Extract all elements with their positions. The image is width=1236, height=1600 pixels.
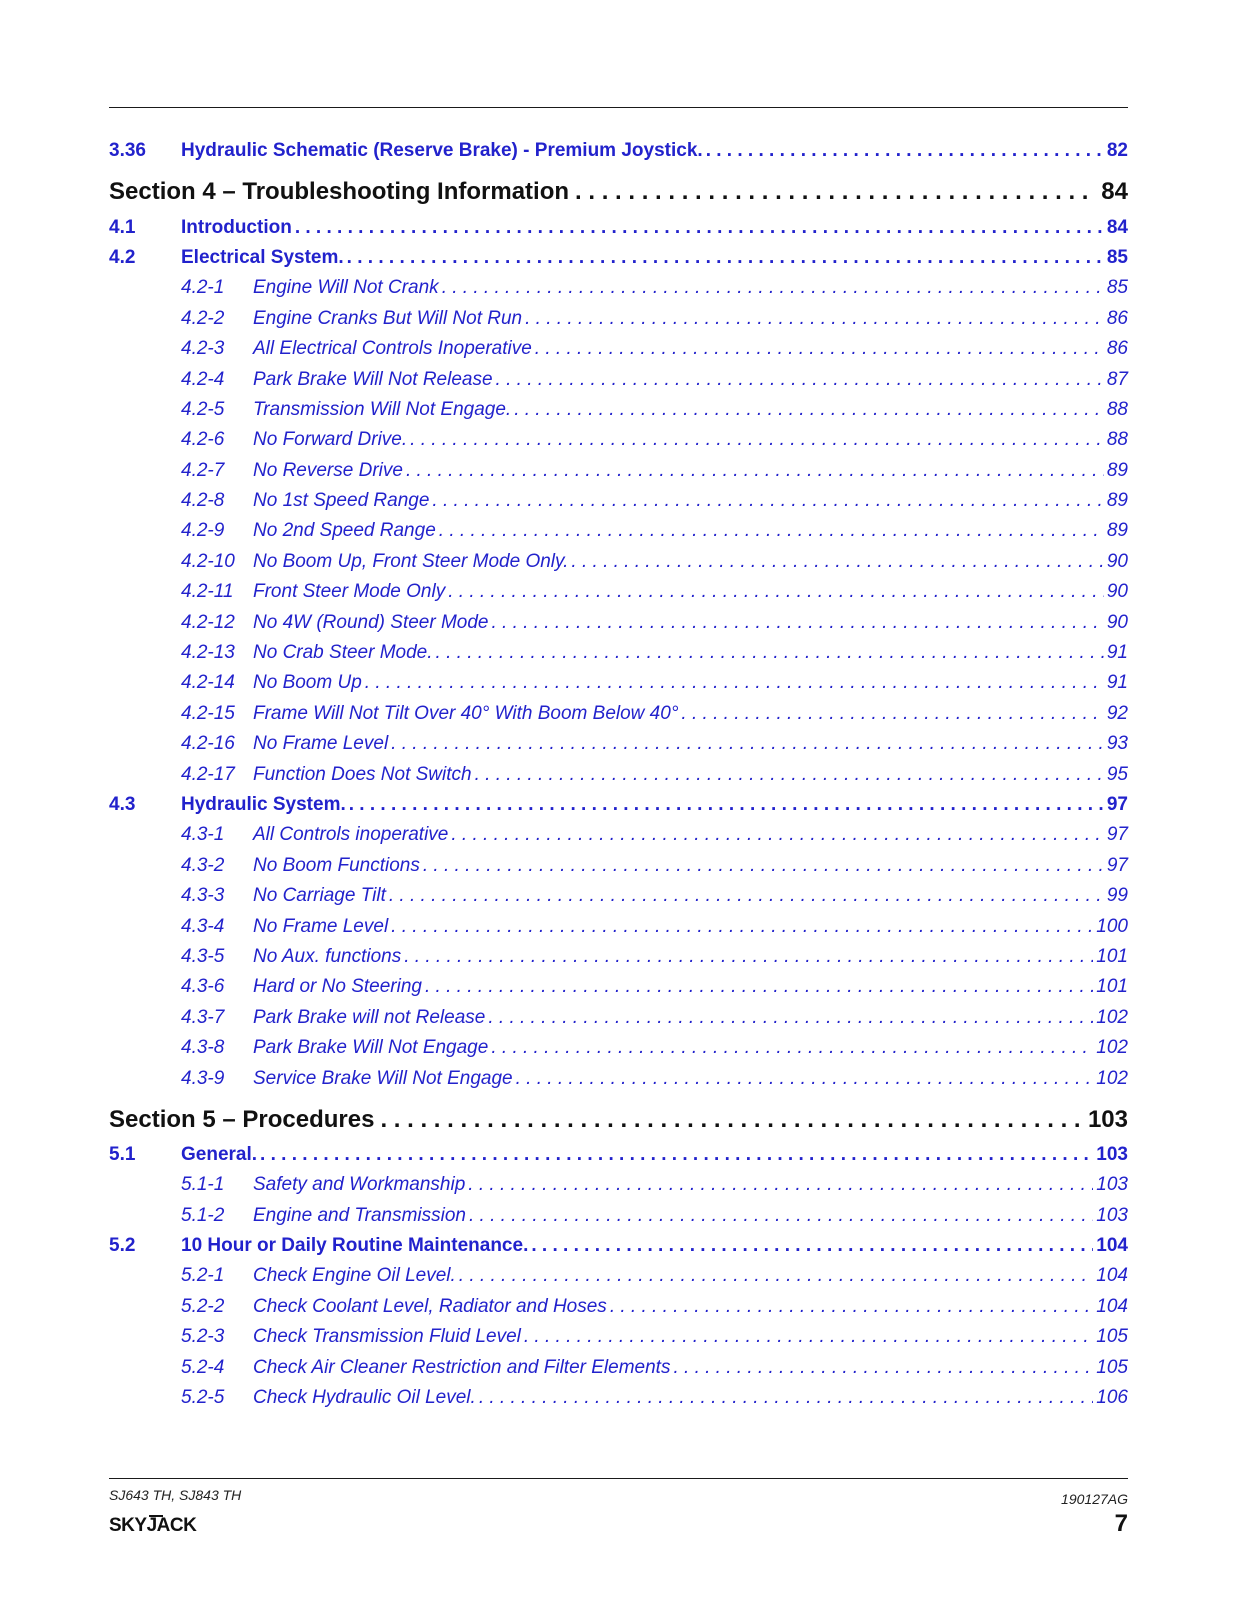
toc-entry-title: No Frame Level xyxy=(253,733,389,755)
dot-leader xyxy=(491,1037,1093,1059)
dot-leader xyxy=(295,217,1104,239)
toc-entry[interactable] xyxy=(109,577,1128,607)
toc-entry-title: Introduction xyxy=(181,216,292,238)
toc-entry-title: Check Hydraulic Oil Level. xyxy=(253,1387,476,1409)
toc-entry-number: 4.2-4 xyxy=(181,368,225,390)
toc-entry-page: 97 xyxy=(1106,794,1128,815)
dot-leader xyxy=(451,824,1103,846)
toc-entry-title: Engine Will Not Crank xyxy=(253,277,439,299)
toc-entry-title: Transmission Will Not Engage. xyxy=(253,398,512,420)
toc-entry-number: 4.3-2 xyxy=(181,854,225,876)
toc-entry-page: 105 xyxy=(1096,1356,1128,1378)
footer-rule xyxy=(109,1478,1128,1479)
toc-entry[interactable] xyxy=(109,638,1128,668)
toc-entry-page: 85 xyxy=(1106,246,1128,268)
toc-entry[interactable] xyxy=(109,1231,1128,1261)
toc-entry-page: 91 xyxy=(1106,642,1128,664)
table-of-contents xyxy=(109,136,1128,1413)
toc-entry-page: 101 xyxy=(1096,945,1128,967)
toc-entry-number: 4.2-7 xyxy=(181,459,225,481)
toc-entry[interactable] xyxy=(109,942,1128,972)
dot-leader xyxy=(391,916,1093,938)
dot-leader xyxy=(439,520,1104,542)
toc-entry-number: 5.2-4 xyxy=(181,1356,225,1378)
dot-leader xyxy=(442,277,1104,299)
svg-text:SKYJACK: SKYJACK xyxy=(109,1515,197,1535)
footer-model: SJ643 TH, SJ843 TH xyxy=(109,1487,242,1503)
toc-entry-number: 5.1-1 xyxy=(181,1174,225,1196)
toc-entry-page: 102 xyxy=(1096,1006,1128,1028)
toc-entry-number: 4.2-17 xyxy=(181,763,235,785)
toc-entry-title: No Carriage Tilt xyxy=(253,885,386,907)
toc-entry-page: 86 xyxy=(1106,338,1128,360)
dot-leader xyxy=(492,612,1104,634)
toc-entry-number: 4.2-5 xyxy=(181,398,225,420)
toc-entry[interactable] xyxy=(109,273,1128,303)
toc-entry-title: Check Engine Oil Level. xyxy=(253,1265,456,1287)
toc-entry-page: 90 xyxy=(1106,611,1128,633)
toc-entry-page: 102 xyxy=(1096,1037,1128,1059)
toc-entry[interactable] xyxy=(109,759,1128,789)
toc-entry-title: Front Steer Mode Only xyxy=(253,581,446,603)
dot-leader xyxy=(673,1357,1093,1379)
dot-leader xyxy=(706,140,1104,162)
dot-leader xyxy=(610,1296,1093,1318)
dot-leader xyxy=(436,642,1104,664)
toc-entry-page: 93 xyxy=(1106,733,1128,755)
dot-leader xyxy=(380,1106,1082,1134)
toc-entry-title: 10 Hour or Daily Routine Maintenance. xyxy=(181,1235,529,1257)
toc-entry-title: Function Does Not Switch xyxy=(253,763,472,785)
toc-entry-title: No Forward Drive. xyxy=(253,429,408,451)
toc-entry-title: General. xyxy=(181,1143,258,1165)
toc-entry-number: 5.1 xyxy=(109,1143,136,1165)
toc-entry-title: Safety and Workmanship xyxy=(253,1174,466,1196)
toc-entry-number: 4.2-2 xyxy=(181,307,225,329)
toc-entry-page: 106 xyxy=(1096,1387,1128,1409)
toc-entry-number: 4.2-9 xyxy=(181,520,225,542)
toc-entry-page: 86 xyxy=(1106,307,1128,329)
toc-entry-number: 4.2-13 xyxy=(181,642,235,664)
toc-entry-page: 104 xyxy=(1096,1295,1128,1317)
toc-entry[interactable] xyxy=(109,972,1128,1002)
toc-entry[interactable] xyxy=(109,395,1128,425)
toc-entry[interactable] xyxy=(109,790,1128,820)
toc-entry[interactable] xyxy=(109,1033,1128,1063)
toc-entry-title: No Frame Level xyxy=(253,915,389,937)
toc-entry-title: No 1st Speed Range xyxy=(253,490,430,512)
toc-entry-page: 84 xyxy=(1106,216,1128,238)
toc-entry-number: 4.1 xyxy=(109,216,136,238)
toc-entry-number: 4.2-14 xyxy=(181,672,235,694)
dot-leader xyxy=(425,976,1093,998)
toc-entry-page: 105 xyxy=(1096,1326,1128,1348)
toc-entry-number: 4.2-11 xyxy=(181,581,234,603)
toc-entry-title: No Boom Up, Front Steer Mode Only. xyxy=(253,550,569,572)
toc-entry-title: All Electrical Controls Inoperative xyxy=(253,338,532,360)
dot-leader xyxy=(432,490,1103,512)
footer-doc-code: 190127AG xyxy=(1061,1491,1128,1507)
toc-entry[interactable] xyxy=(109,851,1128,881)
skyjack-logo xyxy=(109,1513,235,1535)
dot-leader xyxy=(468,1174,1093,1196)
toc-entry[interactable] xyxy=(109,1322,1128,1352)
toc-entry-number: 4.2-8 xyxy=(181,490,225,512)
toc-entry-title: Engine Cranks But Will Not Run xyxy=(253,307,523,329)
dot-leader xyxy=(514,399,1104,421)
toc-entry-page: 103 xyxy=(1096,1143,1128,1165)
toc-entry[interactable] xyxy=(109,243,1128,273)
dot-leader xyxy=(571,551,1103,573)
toc-entry[interactable] xyxy=(109,1201,1128,1231)
toc-entry-number: 4.3-3 xyxy=(181,885,225,907)
toc-entry-number: 3.36 xyxy=(109,140,146,162)
dot-leader xyxy=(391,733,1104,755)
toc-entry-page: 102 xyxy=(1096,1067,1128,1089)
toc-entry-page: 104 xyxy=(1096,1265,1128,1287)
toc-entry-title: Section 5 – Procedures xyxy=(109,1105,375,1133)
toc-entry[interactable] xyxy=(109,820,1128,850)
dot-leader xyxy=(524,1326,1093,1348)
toc-entry-page: 95 xyxy=(1106,763,1128,785)
toc-entry-title: No Boom Functions xyxy=(253,854,420,876)
toc-entry-number: 4.3-8 xyxy=(181,1037,225,1059)
toc-entry-title: Check Air Cleaner Restriction and Filter Elements xyxy=(253,1356,671,1378)
toc-entry-title: No 2nd Speed Range xyxy=(253,520,436,542)
toc-entry-title: Check Transmission Fluid Level xyxy=(253,1326,521,1348)
toc-entry-number: 4.2-15 xyxy=(181,702,235,724)
toc-entry-number: 4.3-9 xyxy=(181,1067,225,1089)
toc-entry-page: 90 xyxy=(1106,550,1128,572)
dot-leader xyxy=(469,1205,1093,1227)
toc-entry-number: 4.2-12 xyxy=(181,611,235,633)
toc-entry-title: Engine and Transmission xyxy=(253,1204,466,1226)
toc-entry-page: 99 xyxy=(1106,885,1128,907)
toc-entry-page: 90 xyxy=(1106,581,1128,603)
dot-leader xyxy=(681,703,1103,725)
page-number: 7 xyxy=(1114,1510,1128,1537)
toc-entry[interactable] xyxy=(109,516,1128,546)
dot-leader xyxy=(479,1387,1093,1409)
toc-entry-title: No Boom Up xyxy=(253,672,362,694)
toc-entry[interactable] xyxy=(109,212,1128,242)
toc-entry-number: 4.3 xyxy=(109,794,136,815)
toc-entry[interactable] xyxy=(109,1292,1128,1322)
toc-entry[interactable] xyxy=(109,1140,1128,1170)
toc-section-heading[interactable] xyxy=(109,172,1128,212)
toc-entry[interactable] xyxy=(109,1261,1128,1291)
toc-entry-page: 88 xyxy=(1106,429,1128,451)
toc-entry-number: 4.2-3 xyxy=(181,338,225,360)
toc-entry-page: 85 xyxy=(1106,277,1128,299)
dot-leader xyxy=(575,178,1095,206)
toc-entry[interactable] xyxy=(109,1352,1128,1382)
toc-entry-title: No Reverse Drive xyxy=(253,459,403,481)
toc-entry[interactable] xyxy=(109,456,1128,486)
toc-entry-title: Hydraulic System. xyxy=(181,794,346,815)
toc-entry-title: Park Brake Will Not Release xyxy=(253,368,493,390)
toc-entry-page: 88 xyxy=(1106,398,1128,420)
dot-leader xyxy=(535,338,1104,360)
toc-entry-title: No 4W (Round) Steer Mode xyxy=(253,611,489,633)
toc-entry-number: 4.3-4 xyxy=(181,915,225,937)
toc-entry[interactable] xyxy=(109,607,1128,637)
toc-entry[interactable] xyxy=(109,425,1128,455)
toc-entry-number: 4.3-7 xyxy=(181,1006,225,1028)
toc-entry-number: 4.2-1 xyxy=(181,277,225,299)
dot-leader xyxy=(349,794,1104,816)
dot-leader xyxy=(410,429,1104,451)
dot-leader xyxy=(406,460,1104,482)
toc-entry-number: 5.2 xyxy=(109,1235,136,1257)
toc-entry-number: 4.2 xyxy=(109,246,136,268)
toc-entry-number: 5.2-3 xyxy=(181,1326,225,1348)
toc-entry-page: 103 xyxy=(1096,1204,1128,1226)
toc-entry-title: Section 4 – Troubleshooting Information xyxy=(109,178,570,206)
toc-entry-page: 89 xyxy=(1106,520,1128,542)
dot-leader xyxy=(260,1144,1093,1166)
toc-entry-number: 4.2-10 xyxy=(181,550,235,572)
toc-entry-page: 104 xyxy=(1096,1235,1128,1257)
toc-entry[interactable] xyxy=(109,364,1128,394)
dot-leader xyxy=(525,308,1104,330)
toc-entry[interactable] xyxy=(109,699,1128,729)
dot-leader xyxy=(488,1007,1093,1029)
toc-entry-title: Electrical System. xyxy=(181,246,344,268)
toc-entry-page: 87 xyxy=(1106,368,1128,390)
toc-entry-title: Hard or No Steering xyxy=(253,976,422,998)
toc-entry-page: 89 xyxy=(1106,459,1128,481)
toc-entry-title: All Controls inoperative xyxy=(253,824,449,846)
toc-section-heading[interactable] xyxy=(109,1100,1128,1140)
toc-entry-number: 5.2-2 xyxy=(181,1295,225,1317)
toc-entry-title: Park Brake Will Not Engage xyxy=(253,1037,489,1059)
toc-entry-page: 101 xyxy=(1096,976,1128,998)
toc-entry-page: 82 xyxy=(1106,140,1128,162)
toc-entry-page: 84 xyxy=(1101,178,1128,206)
toc-entry-number: 4.2-6 xyxy=(181,429,225,451)
toc-entry-number: 4.3-1 xyxy=(181,824,225,846)
dot-leader xyxy=(423,855,1104,877)
toc-entry-page: 89 xyxy=(1106,490,1128,512)
toc-entry[interactable] xyxy=(109,1383,1128,1413)
toc-entry[interactable] xyxy=(109,547,1128,577)
header-rule xyxy=(109,107,1128,108)
toc-entry-title: No Crab Steer Mode. xyxy=(253,642,433,664)
toc-entry-page: 103 xyxy=(1096,1174,1128,1196)
dot-leader xyxy=(448,581,1104,603)
toc-entry[interactable] xyxy=(109,1063,1128,1093)
toc-entry-page: 91 xyxy=(1106,672,1128,694)
toc-entry-title: Frame Will Not Tilt Over 40° With Boom Below 40° xyxy=(253,702,679,724)
toc-entry-number: 4.2-16 xyxy=(181,733,235,755)
toc-entry[interactable] xyxy=(109,668,1128,698)
toc-entry-number: 4.3-6 xyxy=(181,976,225,998)
dot-leader xyxy=(531,1235,1093,1257)
dot-leader xyxy=(516,1068,1094,1090)
toc-entry[interactable] xyxy=(109,1003,1128,1033)
toc-entry[interactable] xyxy=(109,1170,1128,1200)
toc-entry[interactable] xyxy=(109,136,1128,166)
toc-entry[interactable] xyxy=(109,881,1128,911)
toc-entry[interactable] xyxy=(109,304,1128,334)
toc-entry-number: 5.1-2 xyxy=(181,1204,225,1226)
toc-entry-page: 103 xyxy=(1087,1105,1128,1133)
dot-leader xyxy=(404,946,1093,968)
toc-entry-title: Park Brake will not Release xyxy=(253,1006,486,1028)
toc-entry-page: 97 xyxy=(1106,854,1128,876)
toc-entry-page: 92 xyxy=(1106,702,1128,724)
toc-entry-number: 5.2-1 xyxy=(181,1265,225,1287)
dot-leader xyxy=(475,764,1104,786)
toc-entry-number: 4.3-5 xyxy=(181,945,225,967)
toc-entry[interactable] xyxy=(109,729,1128,759)
toc-entry-number: 5.2-5 xyxy=(181,1387,225,1409)
dot-leader xyxy=(365,672,1104,694)
toc-entry-title: Check Coolant Level, Radiator and Hoses xyxy=(253,1295,607,1317)
toc-entry-title: No Aux. functions xyxy=(253,945,402,967)
toc-entry[interactable] xyxy=(109,911,1128,941)
toc-entry-title: Service Brake Will Not Engage xyxy=(253,1067,513,1089)
toc-entry-page: 100 xyxy=(1096,915,1128,937)
dot-leader xyxy=(389,885,1104,907)
dot-leader xyxy=(459,1265,1094,1287)
toc-entry[interactable] xyxy=(109,486,1128,516)
dot-leader xyxy=(496,369,1104,391)
toc-entry[interactable] xyxy=(109,334,1128,364)
toc-entry-title: Hydraulic Schematic (Reserve Brake) - Premium Joystick. xyxy=(181,140,703,162)
toc-entry-page: 97 xyxy=(1106,824,1128,846)
dot-leader xyxy=(347,247,1104,269)
